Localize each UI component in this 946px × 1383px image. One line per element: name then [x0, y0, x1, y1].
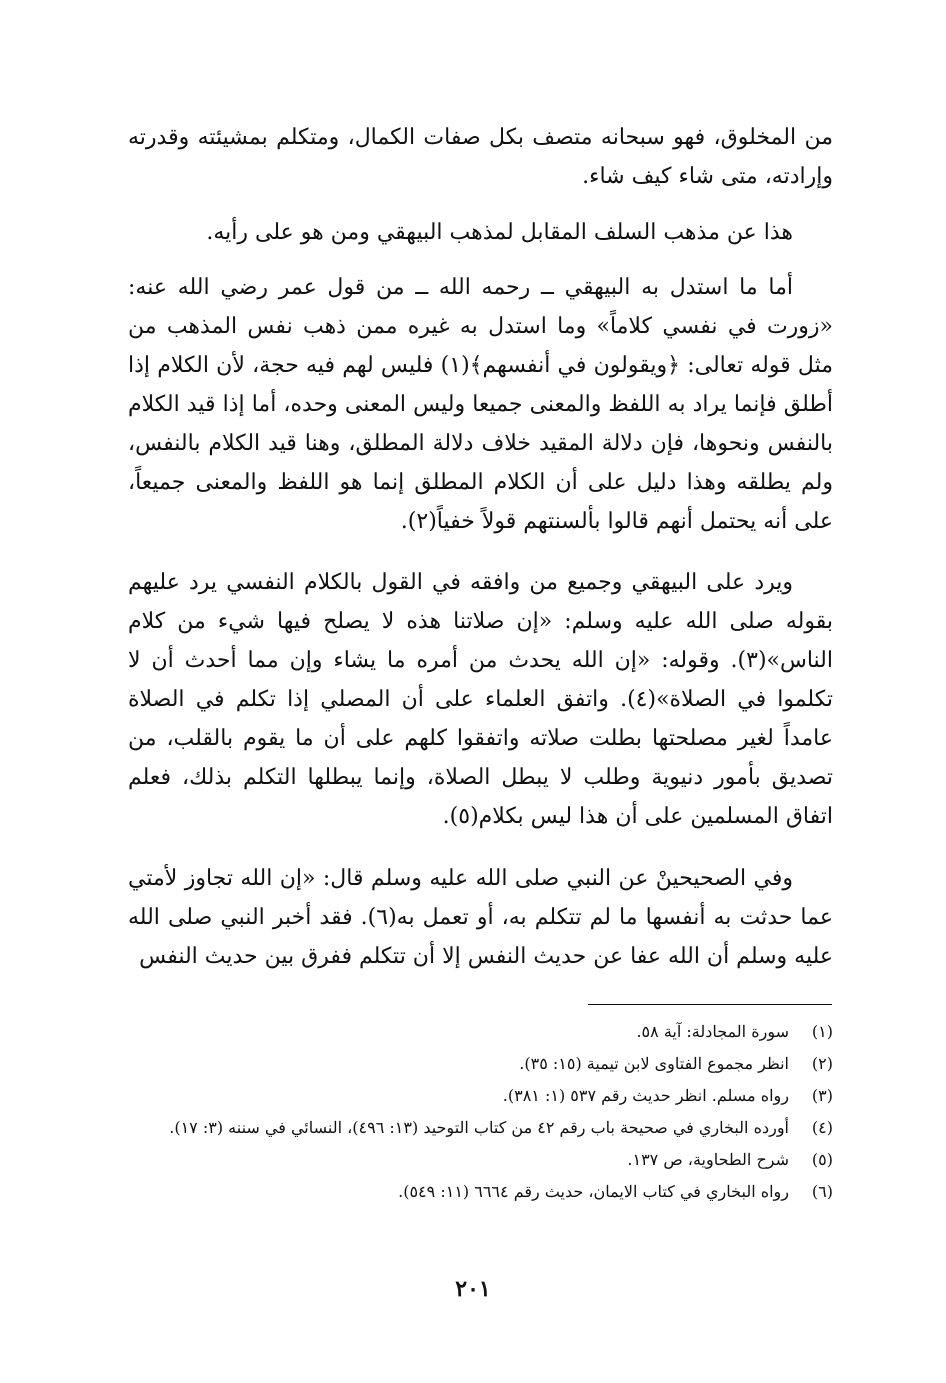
- footnote-item: [128, 1144, 833, 1176]
- footnote-number: (٥): [811, 1150, 833, 1169]
- paragraph-text: أما ما استدل به البيهقي ــ رحمه الله ــ من قول عمر رضي الله عنه: «زورت في نفسي كلاماً» وما استدل به غيره ممن ذهب نفس المذهب من مثل قوله تعالى: ﴿ويقولون في أنفسهم﴾(١) فليس لهم فيه حجة، لأن الكلام إذا أطلق فإنما يراد به اللفظ والمعنى جميعا وليس المعنى وحده، أما إذا قيد الكلام بالنفس ونحوها، فإن دلالة المقيد خلاف دلالة المطلق، وهنا قيد الكلام بالنفس، ولم يطلقه وهذا دليل على أن الكلام المطلق إنما هو اللفظ والمعنى جميعاً، على أنه يحتمل أنهم قالوا بألسنتهم قولاً خفياً(٢).: [128, 275, 834, 534]
- footnote-number: (٦): [811, 1182, 833, 1201]
- footnote-text: انظر مجموع الفتاوى لابن تيمية (١٥: ٣٥).: [519, 1054, 789, 1073]
- paragraph-text: هذا عن مذهب السلف المقابل لمذهب البيهقي ومن هو على رأيه.: [206, 220, 793, 245]
- footnote-number: (١): [811, 1022, 833, 1041]
- footnote-item: [128, 1080, 833, 1112]
- footnote-text: رواه البخاري في كتاب الايمان، حديث رقم ٦٦٦٤ (١١: ٥٤٩).: [398, 1182, 789, 1201]
- paragraph-continuation: [128, 118, 833, 196]
- footnote-item: [128, 1048, 833, 1080]
- paragraph-sahihayn: [128, 859, 833, 976]
- footnote-text: رواه مسلم. انظر حديث رقم ٥٣٧ (١: ٣٨١).: [502, 1086, 789, 1105]
- footnotes-section: [128, 1016, 833, 1208]
- footnote-item: [128, 1016, 833, 1048]
- paragraph-text: من المخلوق، فهو سبحانه متصف بكل صفات الكمال، ومتكلم بمشيئته وقدرته وإرادته، متى شاء كيف شاء.: [128, 125, 833, 189]
- footnote-text: سورة المجادلة: آية ٥٨.: [636, 1022, 789, 1041]
- footnote-text: أورده البخاري في صحيحة باب رقم ٤٢ من كتاب التوحيد (١٣: ٤٩٦)، النسائي في سننه (٣: ١٧).: [169, 1118, 789, 1137]
- footnote-text: شرح الطحاوية، ص ١٣٧.: [627, 1150, 789, 1169]
- page-number: ٢٠١: [455, 1276, 491, 1302]
- footnote-number: (٣): [811, 1086, 833, 1105]
- footnote-divider: [588, 1004, 832, 1005]
- paragraph-salaf-summary: [128, 213, 833, 252]
- footnote-number: (٢): [811, 1054, 833, 1073]
- paragraph-text: ويرد على البيهقي وجميع من وافقه في القول بالكلام النفسي يرد عليهم بقوله صلى الله عليه وسلم: «إن صلاتنا هذه لا يصلح فيها شيء من كلام الناس»(٣). وقوله: «إن الله يحدث من أمره ما يشاء وإن مما أحدث أن لا تكلموا في الصلاة»(٤). واتفق العلماء على أن المصلي إذا تكلم في الصلاة عامداً لغير مصلحتها بطلت صلاته واتفقوا كلهم على أن ما يقوم بالقلب، من تصديق بأمور دنيوية وطلب لا يبطل الصلاة، وإنما يبطلها التكلم بذلك، فعلم اتفاق المسلمين على أن هذا ليس بكلام(٥).: [128, 570, 833, 829]
- paragraph-bayhaqi-argument: [128, 268, 833, 541]
- footnote-number: (٤): [811, 1118, 833, 1137]
- footnote-item: [128, 1176, 833, 1208]
- paragraph-refutation: [128, 563, 833, 836]
- paragraph-text: وفي الصحيحينْ عن النبي صلى الله عليه وسلم قال: «إن الله تجاوز لأمتي عما حدثت به أنفسها ما لم تتكلم به، أو تعمل به(٦). فقد أخبر النبي صلى الله عليه وسلم أن الله عفا عن حديث النفس إلا أن تتكلم ففرق بين حديث النفس: [128, 866, 833, 969]
- footnote-item: [128, 1112, 833, 1144]
